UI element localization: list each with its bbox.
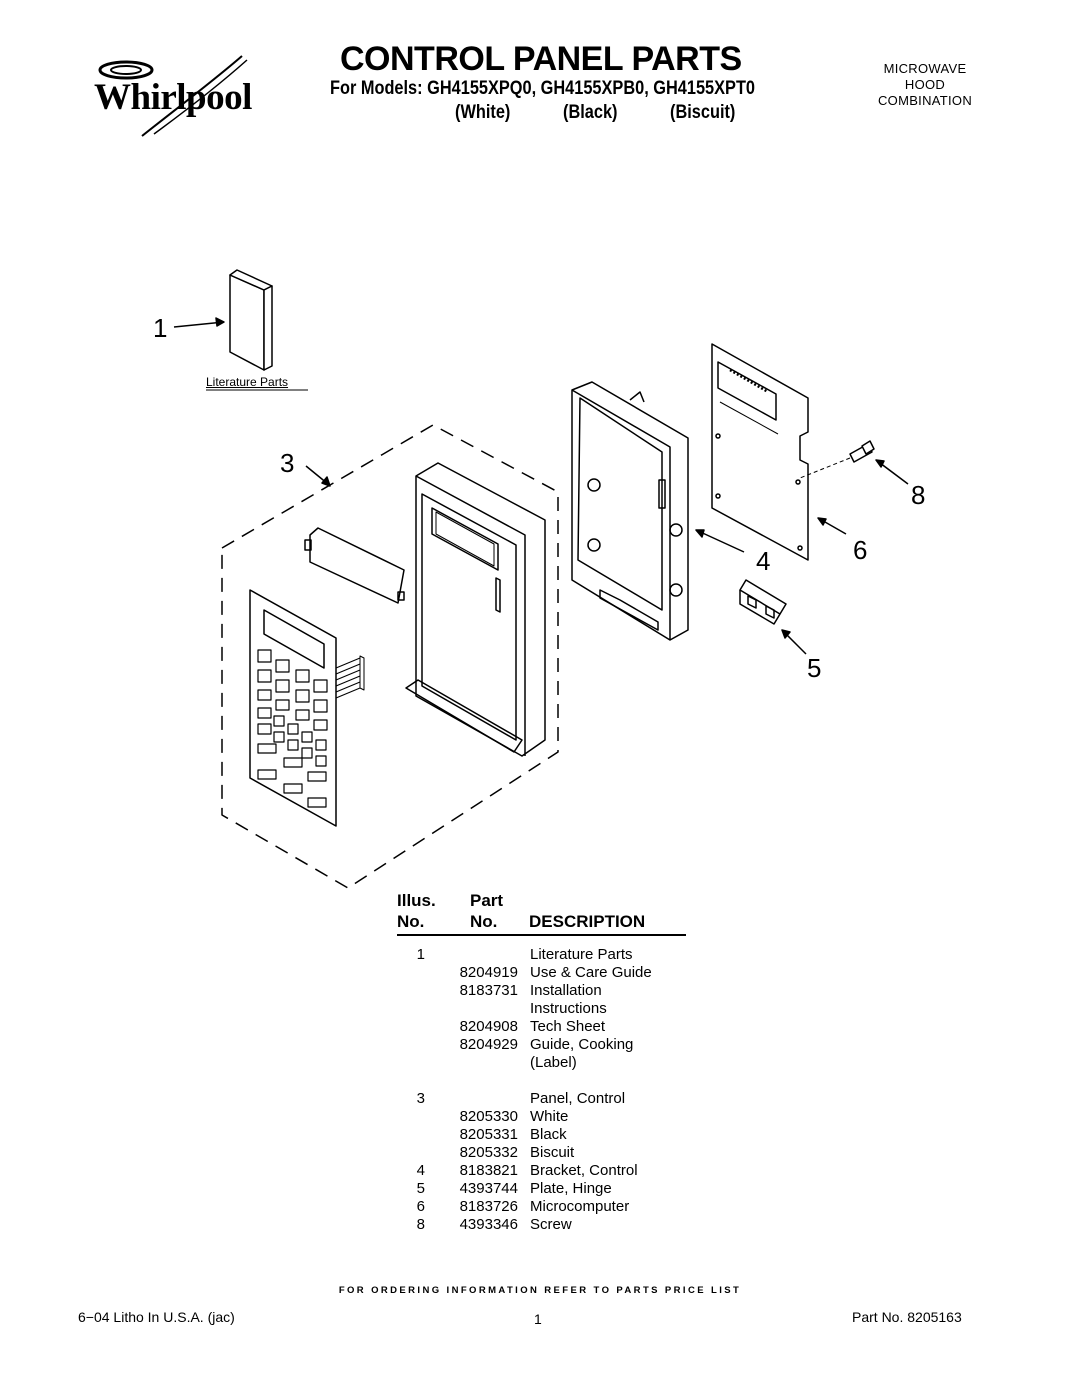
callout-3: 3 xyxy=(280,448,295,478)
description: Screw xyxy=(530,1216,572,1233)
description: (Label) xyxy=(530,1054,577,1071)
logo-wordmark: Whirlpool xyxy=(94,77,252,118)
color-white-label: (White) xyxy=(455,102,511,123)
illus-no: 6 xyxy=(416,1198,425,1215)
illus-no: 8 xyxy=(416,1216,425,1233)
product-type-line: MICROWAVE xyxy=(883,61,967,76)
document-part-number: Part No. 8205163 xyxy=(852,1309,962,1325)
header-part-no: No. xyxy=(470,912,498,931)
description: Plate, Hinge xyxy=(530,1180,612,1197)
page-title: CONTROL PANEL PARTS xyxy=(340,40,742,78)
part-no: 4393346 xyxy=(459,1216,518,1233)
part-no: 4393744 xyxy=(459,1180,518,1197)
part-no: 8204929 xyxy=(459,1036,518,1053)
header-illus-no: No. xyxy=(397,912,425,931)
callout-6: 6 xyxy=(853,535,868,565)
product-type-line: HOOD xyxy=(904,77,946,92)
header-part: Part xyxy=(470,891,504,910)
description: Microcomputer xyxy=(530,1198,630,1215)
header-divider xyxy=(397,934,686,936)
part-no: 8183726 xyxy=(459,1198,518,1215)
part-no: 8204908 xyxy=(459,1018,518,1035)
part-no: 8183821 xyxy=(459,1162,518,1179)
part-no: 8205331 xyxy=(459,1126,518,1143)
callout-1: 1 xyxy=(153,313,168,343)
control-panel-frame-illustration xyxy=(406,463,545,756)
description: Guide, Cooking xyxy=(530,1036,634,1053)
description: Biscuit xyxy=(530,1144,575,1161)
part-no: 8205330 xyxy=(459,1108,518,1125)
color-black-label: (Black) xyxy=(563,102,618,123)
description: Instructions xyxy=(530,1000,607,1017)
page-number: 1 xyxy=(534,1311,542,1327)
header-illus: Illus. xyxy=(397,891,436,910)
product-type-line: COMBINATION xyxy=(877,93,973,108)
keypad-overlay-illustration xyxy=(250,590,364,826)
ordering-note: FOR ORDERING INFORMATION REFER TO PARTS PRICE LIST xyxy=(338,1285,742,1296)
whirlpool-logo xyxy=(92,52,262,142)
literature-parts-caption: Literature Parts xyxy=(206,375,289,389)
product-type xyxy=(862,61,988,109)
illus-no: 5 xyxy=(416,1180,425,1197)
callout-4: 4 xyxy=(756,546,771,576)
callout-8: 8 xyxy=(911,480,926,510)
description: Panel, Control xyxy=(530,1090,626,1107)
part-no: 8204919 xyxy=(459,964,518,981)
description: Literature Parts xyxy=(530,946,633,963)
description: Bracket, Control xyxy=(530,1162,638,1179)
header-description: DESCRIPTION xyxy=(529,912,646,931)
description: Use & Care Guide xyxy=(530,964,652,981)
illus-no: 4 xyxy=(416,1162,425,1179)
illus-no: 1 xyxy=(416,946,425,963)
description: Tech Sheet xyxy=(530,1018,606,1035)
hinge-plate-illustration xyxy=(740,580,806,654)
models-line: For Models: GH4155XPQ0, GH4155XPB0, GH4155XPT0 xyxy=(330,78,756,99)
color-biscuit-label: (Biscuit) xyxy=(670,102,736,123)
part-no: 8205332 xyxy=(459,1144,518,1161)
description: Black xyxy=(530,1126,567,1143)
illus-no: 3 xyxy=(416,1090,425,1107)
microcomputer-board-illustration xyxy=(712,344,846,560)
description: Installation xyxy=(530,982,602,999)
screw-illustration xyxy=(800,441,908,484)
callout-5: 5 xyxy=(807,653,822,683)
part-no: 8183731 xyxy=(459,982,518,999)
litho-note: 6−04 Litho In U.S.A. (jac) xyxy=(78,1309,235,1325)
description: White xyxy=(530,1108,569,1125)
literature-booklet-illustration xyxy=(174,270,308,390)
